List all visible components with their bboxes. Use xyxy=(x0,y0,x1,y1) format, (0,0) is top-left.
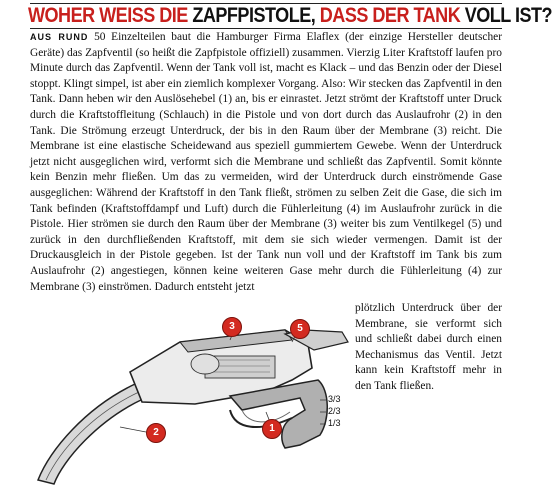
membrane-shape xyxy=(191,354,219,374)
headline xyxy=(28,4,552,28)
lever-shape xyxy=(230,410,292,427)
headline-part-1: WOHER WEISS DIE xyxy=(28,4,193,27)
spout-shape xyxy=(38,384,143,484)
scale-label-one-third: 1/3 xyxy=(328,418,341,428)
marker-2: 2 xyxy=(146,423,166,443)
leader-line-2 xyxy=(120,427,146,432)
headline-part-4: VOLL IST? xyxy=(464,4,552,27)
article-body xyxy=(30,30,502,295)
headline-rule xyxy=(30,28,502,29)
headline-part-2: ZAPFPISTOLE, xyxy=(192,4,320,27)
scale-label-full: 3/3 xyxy=(328,394,341,404)
headline-part-3: DASS DER TANK xyxy=(319,4,465,27)
article-side-text: plötzlich Unterdruck über der Membrane, sie verformt sich und schließt dabei durch einen Mechanismus das Ventil. Jetzt kann kein Kraftstoff mehr in den Tank fließen. xyxy=(355,302,502,392)
scale-label-two-thirds: 2/3 xyxy=(328,406,341,416)
article-text: 50 Einzelteilen baut die Hamburger Firma Elaflex (der einzige Hersteller deutscher Geräte) das Zapfventil (so heißt die Zapfpistole offiziell) zusammen. Vierzig Liter Kraftstoff laufen pro Minute durch das Zapfventil. Wenn der Tank voll ist, macht es Klack – und das Benzin oder der Diesel stoppt. Klingt simpel, ist aber ein ziemlich komplexer Vorgang. Also: Wir stecken das Zapfventil in den Tank. Dann heben wir den Auslösehebel (1) an, bis er einrastet. Jetzt strömt der Kraftstoff unter Druck durch die Kraftstoffleitung (Schlauch) in die Pistole und von dort durch das Auslaufrohr (2) in den Tank. Die Strömung erzeugt Unterdruck, der bis in den Raum über der Membrane (3) reicht. Die Membrane ist eine elastische Scheidewand aus speziell gummiertem Gewebe. Wenn der Unterdruck jetzt nicht ausgeglichen wird, verformt sich die Membrane und schließt das Zapfventil. Somit könnte kein Benzin mehr fließen. Um das zu vermeiden, wird der Unterdruck durch einströmende Gase ausgeglichen: Während der Kraftstoff in den Tank fließt, strömen zu selben Zeit die Gase, die sich im Tank befinden (Kraftstoffdampf und Luft) durch die Fühlerleitung (4) im Auslaufrohr zurück in die Pistole. Hier strömen sie durch den Raum über der Membrane (3) weiter bis zum Ventilkegel (5) und zurück in den durchfließenden Kraftstoff, mit dem sie sich wieder vermengen. Damit ist der Druckausgleich in der Pistole gegeben. Ist der Tank nun voll und der Kraftstoff im Tank bis zum Auslaufrohr (2) angestiegen, können keine weiteren Gase mehr durch die Fühlerleitung (4) zur Membrane (3) einströmen. Dadurch entsteht jetzt xyxy=(30,31,502,293)
nozzle-illustration xyxy=(30,300,355,485)
marker-1: 1 xyxy=(262,419,282,439)
marker-3: 3 xyxy=(222,317,242,337)
article-lead: AUS RUND xyxy=(30,32,89,42)
marker-5: 5 xyxy=(290,319,310,339)
